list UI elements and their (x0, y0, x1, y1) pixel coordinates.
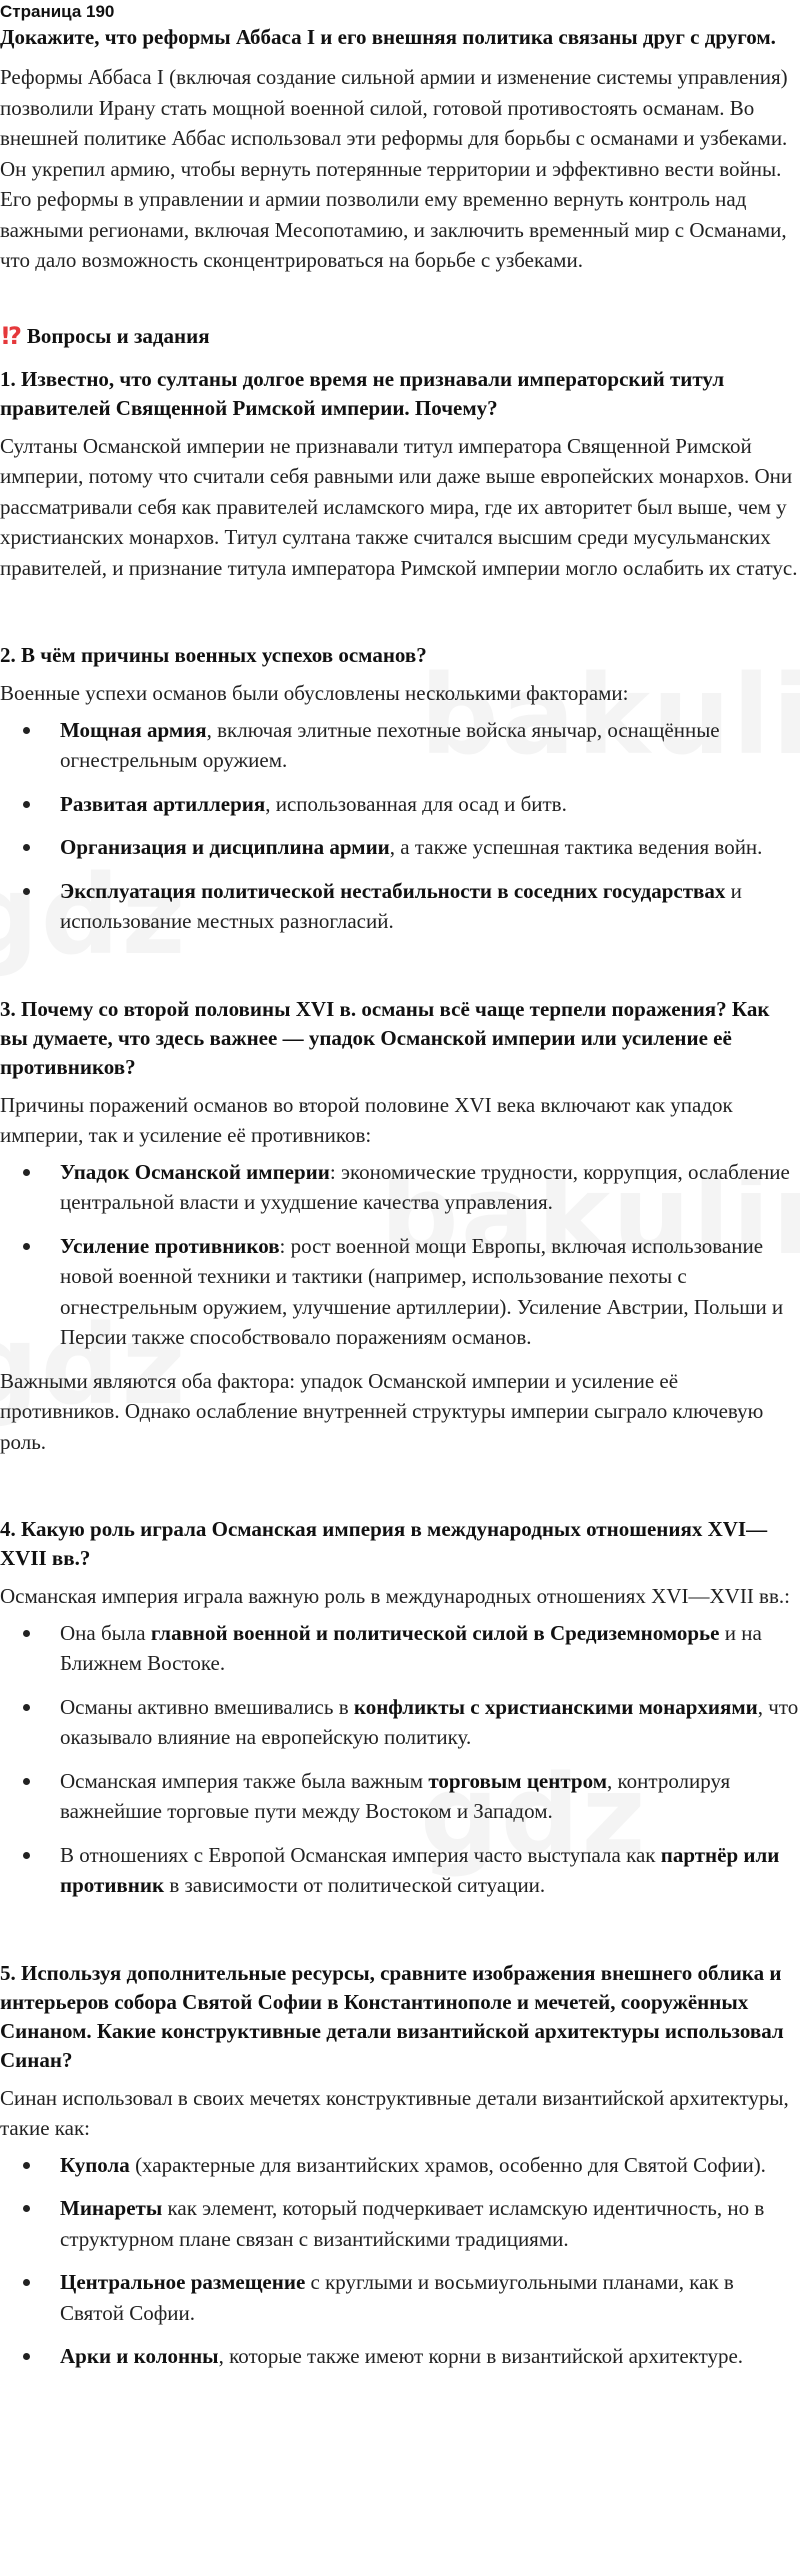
question-4-intro: Османская империя играла важную роль в международных отношениях XVI—XVII вв.: (0, 1584, 790, 1608)
list-item: Купола (характерные для византийских храмов, особенно для Святой Софии). (0, 2150, 800, 2181)
question-4-list (0, 1618, 800, 1901)
question-2-title: 2. В чём причины военных успехов османов? (0, 643, 427, 667)
question-2-intro: Военные успехи османов были обусловлены несколькими факторами: (0, 681, 629, 705)
list-item: В отношениях с Европой Османская империя часто выступала как партнёр или противник в зависимости от политической ситуации. (0, 1840, 800, 1901)
list-item: Османы активно вмешивались в конфликты с христианскими монархиями, что оказывало влияние на европейскую политику. (0, 1692, 800, 1753)
question-3-title: 3. Почему со второй половины XVI в. османы всё чаще терпели поражения? Как вы думаете, что здесь важнее — упадок Османской империи или усиление её противников? (0, 996, 770, 1079)
tasks-heading-label: Вопросы и задания (26, 323, 210, 348)
question-4-title: 4. Какую роль играла Османская империя в международных отношениях XVI—XVII вв.? (0, 1517, 768, 1570)
list-item: Центральное размещение с круглыми и восьмиугольными планами, как в Святой Софии. (0, 2267, 800, 2328)
tasks-heading (0, 322, 800, 351)
list-item: Мощная армия, включая элитные пехотные войска янычар, оснащённые огнестрельным оружием. (0, 715, 800, 776)
intro-answer: Реформы Аббаса I (включая создание сильной армии и изменение системы управления) позволили Ирану стать мощной военной силой, готовой противостоять османам. Во внешней политике Аббас использовал эти реформы для борьбы с османами и узбеками. Он укрепил армию, чтобы вернуть потерянные территории и эффективно вести войны. Его реформы в управлении и армии позволили ему временно вернуть контроль над важными регионами, включая Месопотамию, и заключить временный мир с Османами, что дало возможность сконцентрироваться на борьбе с узбеками. (0, 65, 788, 272)
question-1 (0, 365, 800, 584)
list-item: Развитая артиллерия, использованная для осад и битв. (0, 789, 800, 820)
question-2-list (0, 715, 800, 937)
intro-question: Докажите, что реформы Аббаса I и его внешняя политика связаны друг с другом. (0, 25, 776, 49)
question-3-conclusion: Важными являются оба фактора: упадок Османской империи и усиление её противников. Однако ослабление внутренней структуры империи сыграло ключевую роль. (0, 1368, 764, 1454)
question-3 (0, 995, 800, 1458)
question-5-intro: Синан использовал в своих мечетях конструктивные детали византийской архитектуры, такие как: (0, 2085, 789, 2140)
question-5 (0, 1959, 800, 2372)
question-1-answer: Султаны Османской империи не признавали титул императора Священной Римской империи, потому что считали себя равными или даже выше европейских монархов. Они рассматривали себя как правителей исламского мира, где их авторитет был выше, чем у христианских монархов. Титул султана также считался высшим среди мусульманских правителей, и признание титула императора Римской империи могло ослабить их статус. (0, 433, 798, 580)
page-number: Страница 190 (0, 2, 115, 21)
question-1-title: 1. Известно, что султаны долгое время не признавали императорский титул правителей Священной Римской империи. Почему? (0, 366, 725, 420)
list-item: Она была главной военной и политической силой в Средиземноморье и на Ближнем Востоке. (0, 1618, 800, 1679)
list-item: Упадок Османской империи: экономические трудности, коррупция, ослабление центральной власти и ухудшение качества управления. (0, 1157, 800, 1218)
list-item: Эксплуатация политической нестабильности в соседних государствах и использование местных разногласий. (0, 876, 800, 937)
list-item: Османская империя также была важным торговым центром, контролируя важнейшие торговые пути между Востоком и Западом. (0, 1766, 800, 1827)
question-2 (0, 641, 800, 937)
list-item: Организация и дисциплина армии, а также успешная тактика ведения войн. (0, 832, 800, 863)
double-exclamation-question-icon: !? (0, 321, 19, 350)
list-item: Минареты как элемент, который подчеркивает исламскую идентичность, но в структурном плане связан с византийскими традициями. (0, 2193, 800, 2254)
question-4 (0, 1515, 800, 1901)
question-3-intro: Причины поражений османов во второй половине XVI века включают как упадок империи, так и усиление её противников: (0, 1092, 733, 1147)
question-5-list (0, 2150, 800, 2372)
list-item: Арки и колонны, которые также имеют корни в византийской архитектуре. (0, 2341, 800, 2372)
question-3-list (0, 1157, 800, 1353)
list-item: Усиление противников: рост военной мощи Европы, включая использование новой военной техники и тактики (например, использование пехоты с огнестрельным оружием, улучшение артиллерии). Усиление Австрии, Польши и Персии также способствовало поражениям османов. (0, 1231, 800, 1353)
question-5-title: 5. Используя дополнительные ресурсы, сравните изображения внешнего облика и интерьеров собора Святой Софии в Константинополе и мечетей, сооружённых Синаном. Какие конструктивные детали византийской архитектуры использовал Синан? (0, 1960, 784, 2072)
